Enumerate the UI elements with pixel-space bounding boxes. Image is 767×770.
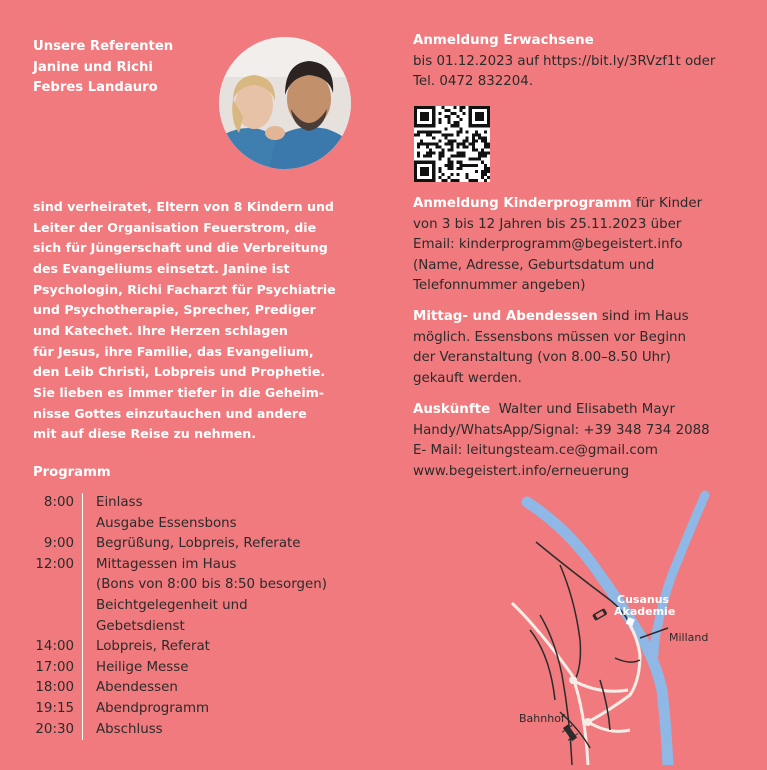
bio-line: Sie lieben es immer tiefer in die Geheim- — [33, 384, 324, 400]
schedule-divider — [82, 493, 83, 514]
auskuenfte-contact: Walter und Elisabeth Mayr — [490, 402, 675, 417]
schedule-row — [33, 575, 378, 596]
bio-line: des Evangeliums einsetzt. Janine ist — [33, 260, 290, 276]
schedule-divider — [82, 555, 83, 576]
schedule-divider — [82, 658, 83, 679]
couple-photo — [219, 37, 351, 169]
schedule-activity: Abendprogramm — [96, 700, 210, 716]
map-junction — [584, 718, 592, 726]
schedule-divider — [82, 514, 83, 535]
schedule-time: 19:15 — [35, 700, 74, 716]
road-main — [512, 603, 588, 765]
schedule-row — [33, 658, 378, 679]
schedule-row — [33, 637, 378, 658]
essen-line: der Veranstaltung (von 8.00–8.50 Uhr) — [413, 350, 671, 366]
map-junction — [569, 676, 577, 684]
bio-line: Psychologin, Richi Facharzt für Psychiatrie — [33, 281, 336, 297]
referenten-heading — [33, 37, 223, 99]
road-minor — [600, 680, 610, 730]
schedule-time: 8:00 — [43, 495, 74, 510]
bio-line: und Psychotherapie, Sprecher, Prediger — [33, 302, 316, 318]
schedule-row — [33, 534, 378, 555]
anmeldung-erwachsene-line: bis 01.12.2023 auf https://bit.ly/3RVzf1t oder — [413, 53, 716, 69]
bio-line: mit auf diese Reise zu nehmen. — [33, 426, 257, 442]
auskuenfte-phone: Handy/WhatsApp/Signal: +39 348 734 2088 — [413, 422, 710, 438]
schedule-activity: Einlass — [96, 495, 143, 510]
schedule-divider — [82, 534, 83, 555]
schedule-divider — [82, 678, 83, 699]
schedule-time: 20:30 — [35, 721, 74, 737]
schedule-time — [33, 575, 74, 596]
anmeldung-kinder-line: von 3 bis 12 Jahren bis 25.11.2023 über — [413, 216, 682, 232]
schedule-time: 17:00 — [35, 659, 74, 675]
schedule-divider — [82, 596, 83, 617]
schedule-row — [33, 493, 378, 514]
schedule-activity: Gebetsdienst — [96, 618, 185, 634]
map-label-cusanus: Cusanus — [617, 593, 670, 606]
schedule-row — [33, 596, 378, 617]
road-main — [588, 625, 640, 722]
schedule-activity: Mittagessen im Haus — [96, 556, 237, 572]
schedule-row — [33, 555, 378, 576]
bio-line: nisse Gottes einzutauchen und andere — [33, 405, 307, 421]
essen-text: sind im Haus — [597, 309, 689, 324]
schedule-row — [33, 678, 378, 699]
programm-schedule — [33, 493, 378, 740]
schedule-time: 9:00 — [43, 536, 74, 552]
anmeldung-kinder-line: Telefonnummer angeben) — [413, 278, 586, 294]
schedule-divider — [82, 720, 83, 741]
bio-line: sind verheiratet, Eltern von 8 Kindern und — [33, 199, 334, 214]
referenten-line-1: Unsere Referenten — [33, 39, 174, 54]
referenten-line-3: Febres Landauro — [33, 80, 158, 95]
schedule-activity: Abschluss — [96, 721, 163, 737]
road-minor — [530, 630, 555, 700]
schedule-time — [33, 617, 74, 638]
schedule-divider — [82, 575, 83, 596]
map-label-akademie: Akademie — [614, 605, 676, 618]
schedule-row — [33, 699, 378, 720]
schedule-activity: Abendessen — [96, 680, 178, 696]
essen-heading: Mittag- und Abendessen — [413, 309, 598, 324]
anmeldung-kinder-text: für Kinder — [631, 196, 703, 211]
schedule-activity: Heilige Messe — [96, 659, 189, 675]
bio-line: sich für Jüngerschaft und die Verbreitung — [33, 240, 328, 256]
schedule-time — [33, 514, 74, 535]
anmeldung-kinder — [413, 194, 753, 297]
schedule-row — [33, 720, 378, 741]
anmeldung-kinder-line: (Name, Adresse, Geburtsdatum und — [413, 257, 655, 273]
schedule-time: 18:00 — [35, 680, 74, 696]
anmeldung-erwachsene-phone: Tel. 0472 832204. — [413, 74, 534, 90]
programm-heading: Programm — [33, 465, 111, 480]
schedule-activity: Beichtgelegenheit und — [96, 597, 248, 613]
schedule-time: 12:00 — [35, 556, 74, 572]
auskuenfte-info — [413, 400, 753, 482]
schedule-row — [33, 514, 378, 535]
anmeldung-kinder-heading: Anmeldung Kinderprogramm — [413, 196, 632, 211]
schedule-divider — [82, 617, 83, 638]
bio-paragraph — [33, 197, 373, 445]
anmeldung-erwachsene — [413, 31, 753, 93]
schedule-activity: (Bons von 8:00 bis 8:50 besorgen) — [96, 577, 327, 593]
map-label-milland: Milland — [669, 631, 709, 644]
schedule-time — [33, 596, 74, 617]
bio-line: und Katechet. Ihre Herzen schlagen — [33, 322, 288, 338]
schedule-activity: Begrüßung, Lobpreis, Referate — [96, 536, 301, 552]
referenten-line-2: Janine und Richi — [33, 59, 153, 75]
schedule-row — [33, 617, 378, 638]
schedule-divider — [82, 637, 83, 658]
bio-line: den Leib Christi, Lobpreis und Prophetie. — [33, 364, 326, 380]
bio-line: für Jesus, ihre Familie, das Evangelium, — [33, 343, 314, 359]
essen-line: möglich. Essensbons müssen vor Beginn — [413, 329, 687, 345]
essen-info — [413, 307, 753, 389]
auskuenfte-website: www.begeistert.info/erneuerung — [413, 463, 630, 479]
schedule-activity: Ausgabe Essensbons — [96, 515, 237, 531]
map-label-bahnhof: Bahnhof — [519, 712, 565, 725]
essen-line: gekauft werden. — [413, 370, 522, 386]
schedule-activity: Lobpreis, Referat — [96, 639, 210, 655]
bio-line: Leiter der Organisation Feuerstrom, die — [33, 219, 317, 235]
anmeldung-kinder-email: Email: kinderprogramm@begeistert.info — [413, 237, 683, 253]
schedule-time: 14:00 — [35, 639, 74, 655]
qr-code-icon[interactable] — [414, 106, 490, 182]
location-map — [500, 490, 760, 769]
car-icon — [592, 608, 608, 621]
anmeldung-erwachsene-heading: Anmeldung Erwachsene — [413, 33, 594, 48]
auskuenfte-email: E- Mail: leitungsteam.ce@gmail.com — [413, 443, 658, 459]
road-minor — [615, 658, 640, 662]
auskuenfte-heading: Auskünfte — [413, 402, 491, 417]
schedule-divider — [82, 699, 83, 720]
